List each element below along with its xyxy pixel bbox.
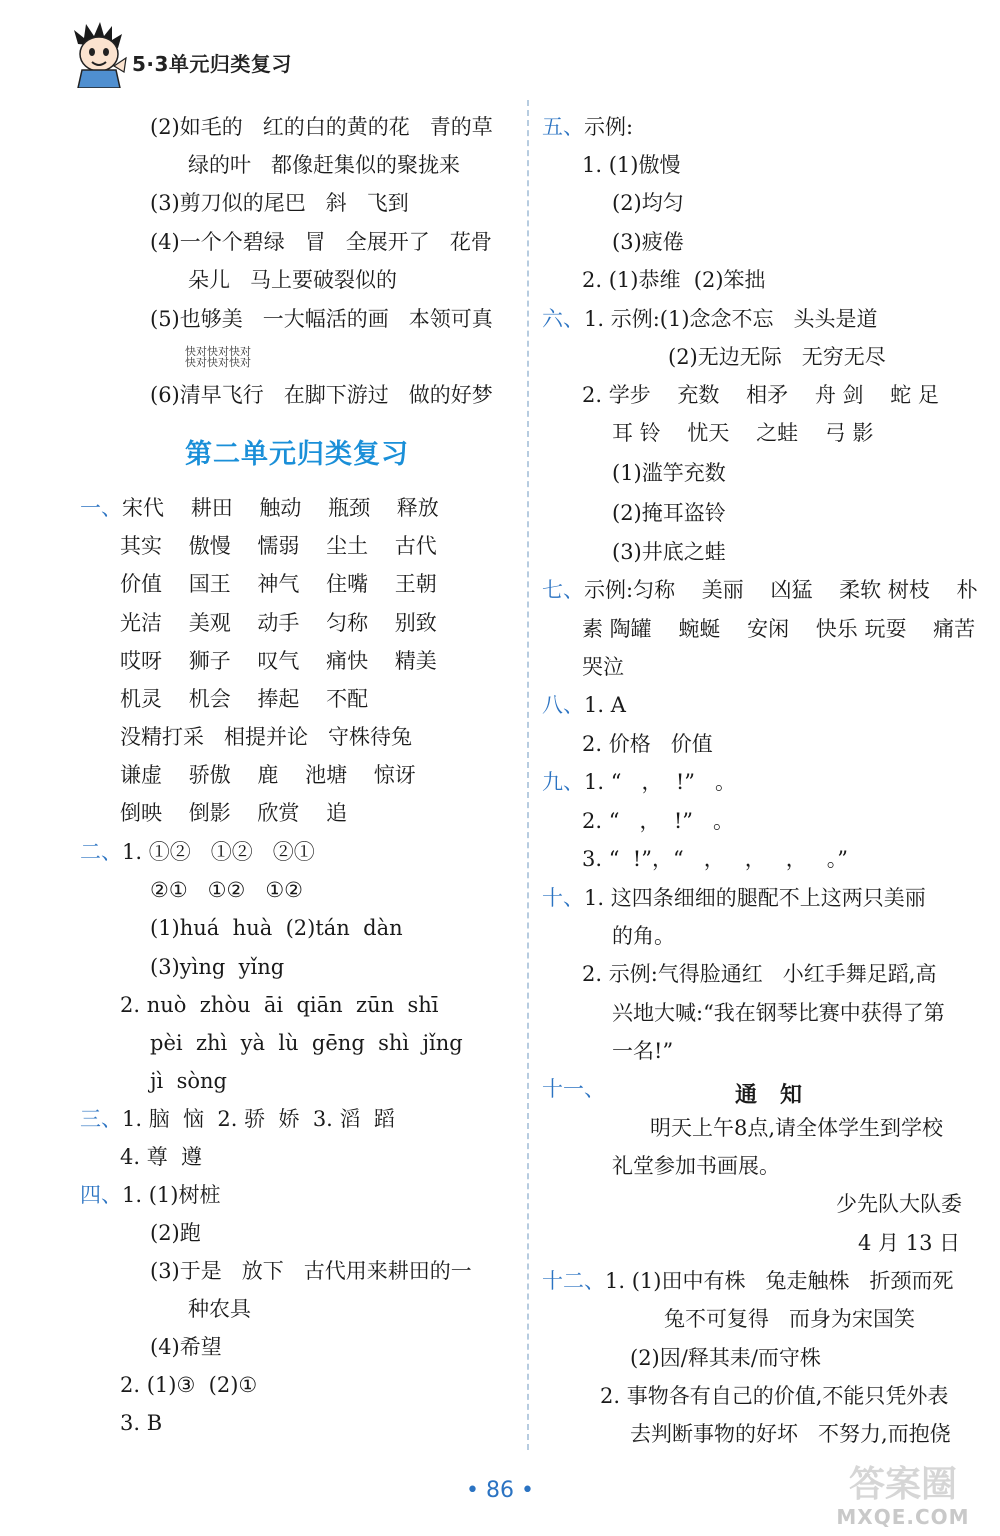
right-line: 六、1. 示例:(1)念念不忘 头头是道 [542, 307, 878, 331]
left-line: 价值 国王 神气 住嘴 王朝 [120, 572, 437, 596]
left_mini-line: 快对快对快对 [185, 356, 251, 369]
right-line: 2. 示例:气得脸通红 小红手舞足蹈,高 [582, 962, 937, 986]
right-line: 2. 事物各有自己的价值,不能只凭外表 [600, 1384, 949, 1408]
question-number: 四、 [80, 1183, 122, 1207]
left-line: (2)跑 [150, 1221, 201, 1245]
right-line: 明天上午8点,请全体学生到学校 [650, 1116, 944, 1140]
question-number: 六、 [542, 307, 584, 331]
column-divider [527, 100, 529, 1450]
left-line: 谦虚 骄傲 鹿 池塘 惊讶 [120, 763, 416, 787]
page-number: • 86 • [466, 1478, 534, 1503]
right-line: 2. “ ， !” 。 [582, 809, 735, 833]
page-header [0, 0, 1000, 100]
right-line: 少先队大队委 [836, 1192, 962, 1216]
left-line: (1)huá huà (2)tán dàn [150, 916, 403, 940]
section-title-unit-2: 第二单元归类复习 [185, 439, 409, 470]
right-line: (2)掩耳盗铃 [612, 501, 726, 525]
watermark-bottom-text: MXQE.COM [836, 1505, 970, 1529]
right-line: 八、1. A [542, 693, 626, 717]
left-line: (3)于是 放下 古代用来耕田的一 [150, 1259, 472, 1283]
right-line: (2)因/释其耒/而守株 [630, 1346, 821, 1370]
right-line: 哭泣 [582, 655, 624, 679]
right-line: (2)均匀 [612, 191, 684, 215]
left-line: (6)清早飞行 在脚下游过 做的好梦 [150, 383, 493, 407]
right-line: (3)井底之蛙 [612, 540, 726, 564]
right-line: (2)无边无际 无穷无尽 [668, 345, 886, 369]
left-line: 绿的叶 都像赶集似的聚拢来 [188, 153, 461, 177]
left-line: 倒映 倒影 欣赏 追 [120, 801, 348, 825]
question-number: 二、 [80, 840, 122, 864]
right-line: 3. “ !”，“ ， ， ， 。” [582, 847, 849, 871]
right-line: 兔不可复得 而身为宋国笑 [664, 1307, 916, 1331]
left-line: 一、宋代 耕田 触动 瓶颈 释放 [80, 496, 439, 520]
left-line: 朵儿 马上要破裂似的 [188, 268, 398, 292]
left-line: ②① ①② ①② [150, 878, 304, 902]
left-line: 四、1. (1)树桩 [80, 1183, 221, 1207]
right-line: 十二、1. (1)田中有株 兔走触株 折颈而死 [542, 1269, 954, 1293]
right-line: 九、1. “ ， !” 。 [542, 770, 737, 794]
series-title: 5·3单元归类复习 [132, 52, 292, 76]
left-line: 种农具 [188, 1297, 251, 1321]
right-line: 十、1. 这四条细细的腿配不上这两只美丽 [542, 886, 926, 910]
left-line: 2. (1)③ (2)① [120, 1373, 258, 1397]
left-line: (4)一个个碧绿 冒 全展开了 花骨 [150, 230, 492, 254]
right-line: (3)疲倦 [612, 230, 684, 254]
left-line: (4)希望 [150, 1335, 222, 1359]
question-number: 一、 [80, 496, 122, 520]
watermark-top-text: 答案圈 [848, 1464, 958, 1505]
question-number: 十一、 [542, 1077, 605, 1101]
right-line: 1. (1)傲慢 [582, 153, 681, 177]
left-line: 没精打采 相提并论 守株待兔 [120, 725, 413, 749]
right-line: 素 陶罐 蜿蜒 安闲 快乐 玩耍 痛苦 [582, 617, 976, 641]
right-line: 兴地大喊:“我在钢琴比赛中获得了第 [612, 1001, 945, 1025]
mascot-boy-icon [70, 22, 128, 88]
right-line: 4 月 13 日 [858, 1231, 961, 1255]
right-line: 礼堂参加书画展。 [612, 1154, 780, 1178]
question-number: 十二、 [542, 1269, 605, 1293]
left-line: jì sòng [150, 1069, 227, 1093]
question-number: 三、 [80, 1107, 122, 1131]
right-line: 五、示例: [542, 115, 634, 139]
right-line: 一名!” [612, 1039, 674, 1063]
right-line: 去判断事物的好坏 不努力,而抱侥 [630, 1422, 951, 1446]
left-line: 4. 尊 遵 [120, 1145, 203, 1169]
question-number: 九、 [542, 770, 584, 794]
left-line: (3)剪刀似的尾巴 斜 飞到 [150, 191, 409, 215]
right-line: 2. 价格 价值 [582, 732, 713, 756]
left-line: (5)也够美 一大幅活的画 本领可真 [150, 307, 493, 331]
right-line: 的角。 [612, 924, 675, 948]
left-line: 机灵 机会 捧起 不配 [120, 687, 369, 711]
left-line: pèi zhì yà lù gēng shì jǐng [150, 1031, 463, 1055]
question-number: 七、 [542, 578, 584, 602]
notice-title: 通 知 [735, 1082, 802, 1108]
left-line: 光洁 美观 动手 匀称 别致 [120, 611, 437, 635]
question-number: 五、 [542, 115, 584, 139]
left-line: 三、1. 脑 恼 2. 骄 娇 3. 滔 蹈 [80, 1107, 395, 1131]
left-line: 二、1. ①② ①② ②① [80, 840, 315, 864]
right-line [542, 1074, 605, 1104]
right-line: 2. 学步 充数 相矛 舟 剑 蛇 足 [582, 383, 939, 407]
left-line: 2. nuò zhòu āi qiān zūn shī [120, 993, 439, 1017]
left-line: (2)如毛的 红的白的黄的花 青的草 [150, 115, 493, 139]
left-line: 哎呀 狮子 叹气 痛快 精美 [120, 649, 437, 673]
left-line: 其实 傲慢 懦弱 尘土 古代 [120, 534, 437, 558]
left-line: 3. B [120, 1411, 163, 1435]
left-line: (3)yìng yǐng [150, 955, 285, 979]
right-line: (1)滥竽充数 [612, 461, 726, 485]
right-line: 2. (1)恭维 (2)笨拙 [582, 268, 766, 292]
right-line: 七、示例:匀称 美丽 凶猛 柔软 树枝 朴 [542, 578, 978, 602]
question-number: 十、 [542, 886, 584, 910]
question-number: 八、 [542, 693, 584, 717]
left_mini-line: 快对快对快对 [185, 345, 251, 358]
right-line: 耳 铃 忧天 之蛙 弓 影 [612, 421, 874, 445]
